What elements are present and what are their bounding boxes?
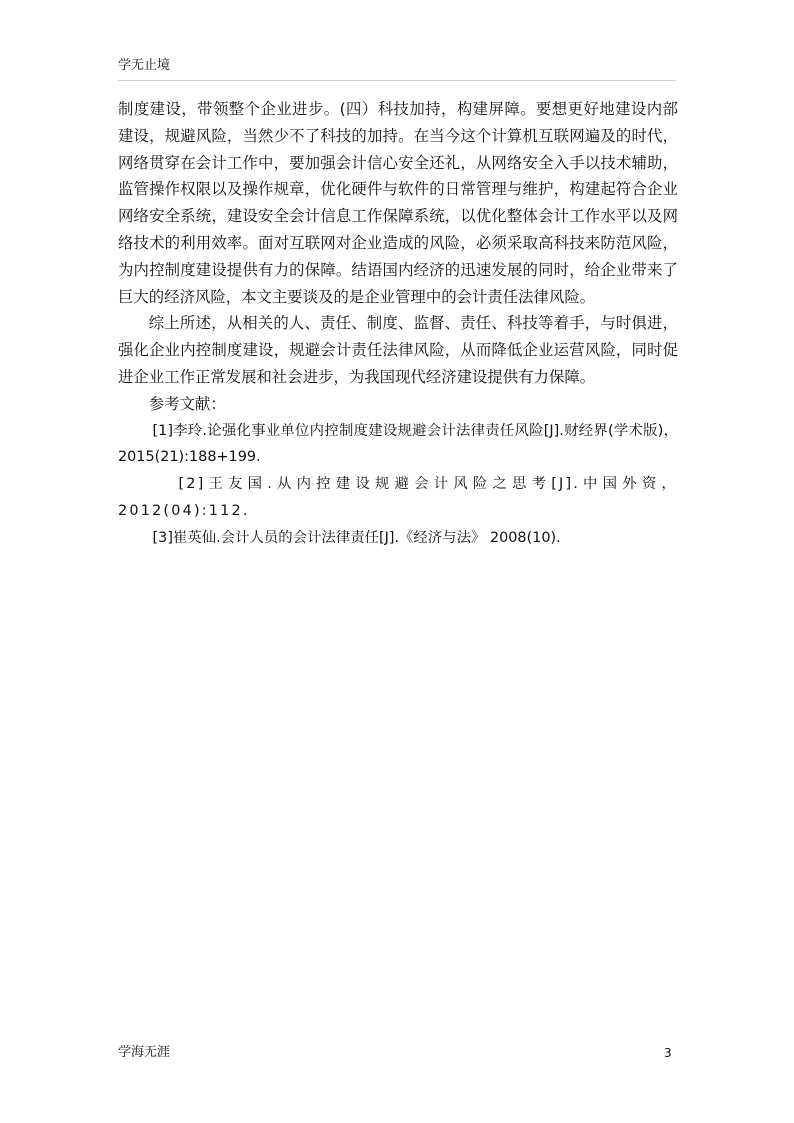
header-divider [118, 80, 676, 81]
page-footer-text: 学海无涯 [118, 1045, 171, 1060]
references-heading: 参考文献： [148, 394, 226, 413]
body-paragraph-2: 综上所述，从相关的人、责任、制度、监督、责任、科技等着手，与时俱进，强化企业内控制度建设，规避会计责任法律风险，从而降低企业运营风险，同时促进企业工作正常发展和社会进步，为我国现代经济建设提供有力保障。 [118, 314, 678, 386]
reference-item-3: [3]崔英仙.会计人员的会计法律责任[J].《经济与法》 2008(10). [152, 529, 561, 546]
body-paragraph-1: 制度建设，带领整个企业进步。(四）科技加持，构建屏障。要想更好地建设内部建设，规避风险，当然少不了科技的加持。在当今这个计算机互联网遍及的时代，网络贯穿在会计工作中，要加强会计信心安全还礼，从网络安全入手以技术辅助，监管操作权限以及操作规章，优化硬件与软件的日常管理与维护，构建起符合企业网络安全系统，建设安全会计信息工作保障系统，以优化整体会计工作水平以及网络技术的利用效率。面对互联网对企业造成的风险，必须采取高科技来防范风险，为内控制度建设提供有力的保障。结语国内经济的迅速发展的同时，给企业带来了巨大的经济风险，本文主要谈及的是企业管理中的会计责任法律风险。 [118, 100, 678, 306]
document-body [118, 96, 678, 552]
page-number: 3 [664, 1046, 672, 1060]
page-header: 学无止境 [118, 58, 171, 73]
reference-item-2: [2]王友国.从内控建设规避会计风险之思考[J].中国外资，2012(04):112. [118, 476, 678, 519]
reference-item-1: [1]李玲.论强化事业单位内控制度建设规避会计法律责任风险[J].财经界(学术版)，2015(21):188+199. [118, 422, 678, 466]
